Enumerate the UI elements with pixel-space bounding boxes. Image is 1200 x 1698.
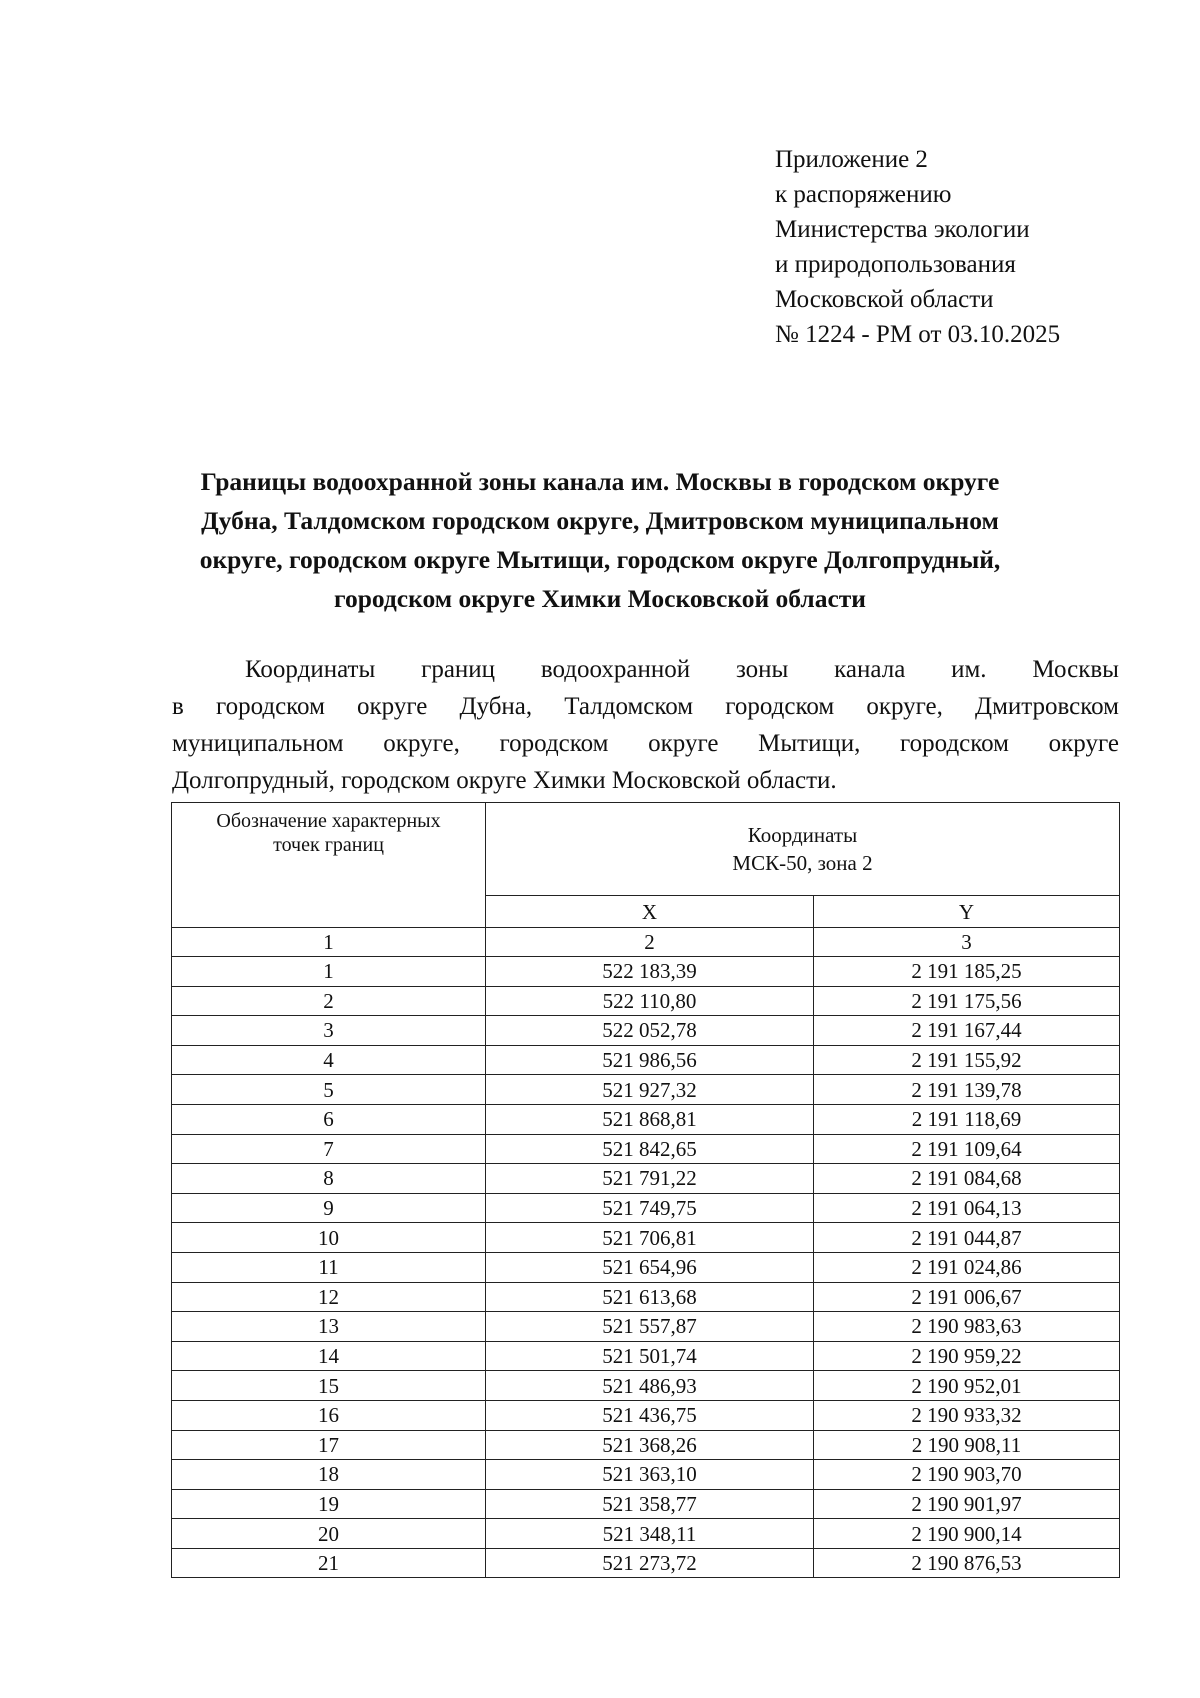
title-line: городском округе Химки Московской области <box>334 584 866 613</box>
intro-word: округе <box>1048 730 1119 757</box>
table-row <box>172 1016 1120 1046</box>
document-title <box>150 462 1050 618</box>
intro-word: Дмитровском <box>975 693 1119 720</box>
point-number-cell: 17 <box>172 1430 486 1460</box>
table-row <box>172 1223 1120 1253</box>
y-coordinate-cell: 2 191 139,78 <box>814 1075 1120 1105</box>
point-number-cell: 3 <box>172 1016 486 1046</box>
header-points-cell <box>172 803 486 928</box>
x-coordinate-cell: 522 110,80 <box>486 986 814 1016</box>
intro-word: округе <box>357 693 428 720</box>
appendix-line: Приложение 2 <box>775 146 928 173</box>
intro-line <box>172 688 1119 725</box>
table-row <box>172 1400 1120 1430</box>
point-number-cell: 20 <box>172 1519 486 1549</box>
y-coordinate-cell: 2 191 118,69 <box>814 1104 1120 1134</box>
y-coordinate-cell: 2 190 933,32 <box>814 1400 1120 1430</box>
intro-line <box>172 762 1119 799</box>
x-coordinate-cell: 521 654,96 <box>486 1252 814 1282</box>
y-coordinate-cell: 2 191 044,87 <box>814 1223 1120 1253</box>
y-coordinate-cell: 2 190 903,70 <box>814 1460 1120 1490</box>
y-coordinate-cell: 2 190 876,53 <box>814 1548 1120 1578</box>
header-coords-cell <box>486 803 1120 896</box>
x-coordinate-cell: 522 052,78 <box>486 1016 814 1046</box>
point-number-cell: 21 <box>172 1548 486 1578</box>
x-coordinate-cell: 521 501,74 <box>486 1341 814 1371</box>
table-row <box>172 986 1120 1016</box>
appendix-line: Министерства экологии <box>775 216 1030 243</box>
y-coordinate-cell: 2 191 024,86 <box>814 1252 1120 1282</box>
column-number: 2 <box>486 928 814 957</box>
title-line: Дубна, Талдомском городском округе, Дмитровском муниципальном <box>201 506 999 535</box>
x-coordinate-cell: 521 842,65 <box>486 1134 814 1164</box>
table-row <box>172 1548 1120 1578</box>
intro-word: канала <box>834 656 906 683</box>
point-number-cell: 15 <box>172 1371 486 1401</box>
x-coordinate-cell: 521 436,75 <box>486 1400 814 1430</box>
intro-word: округе <box>648 730 719 757</box>
y-coordinate-cell: 2 191 185,25 <box>814 957 1120 987</box>
y-coordinate-cell: 2 191 064,13 <box>814 1193 1120 1223</box>
y-coordinate-cell: 2 190 908,11 <box>814 1430 1120 1460</box>
intro-word: Дубна, <box>459 693 533 720</box>
point-number-cell: 5 <box>172 1075 486 1105</box>
column-number-row <box>172 928 1120 957</box>
column-number: 1 <box>172 928 486 957</box>
point-number-cell: 10 <box>172 1223 486 1253</box>
intro-word: городском <box>215 693 325 720</box>
point-number-cell: 1 <box>172 957 486 987</box>
x-coordinate-cell: 521 791,22 <box>486 1164 814 1194</box>
intro-paragraph <box>172 651 1119 799</box>
y-coordinate-cell: 2 191 109,64 <box>814 1134 1120 1164</box>
point-number-cell: 18 <box>172 1460 486 1490</box>
point-number-cell: 14 <box>172 1341 486 1371</box>
table-row <box>172 1519 1120 1549</box>
intro-word: городском <box>725 693 835 720</box>
y-coordinate-cell: 2 191 006,67 <box>814 1282 1120 1312</box>
x-coordinate-cell: 521 358,77 <box>486 1489 814 1519</box>
intro-word: зоны <box>735 656 789 683</box>
y-coordinate-cell: 2 191 167,44 <box>814 1016 1120 1046</box>
title-line: Границы водоохранной зоны канала им. Москвы в городском округе <box>200 467 1000 496</box>
point-number-cell: 12 <box>172 1282 486 1312</box>
appendix-line: к распоряжению <box>775 181 952 208</box>
table-row <box>172 1460 1120 1490</box>
point-number-cell: 4 <box>172 1045 486 1075</box>
x-coordinate-cell: 521 613,68 <box>486 1282 814 1312</box>
table-row <box>172 1430 1120 1460</box>
x-coordinate-cell: 521 348,11 <box>486 1519 814 1549</box>
intro-line <box>172 725 1119 762</box>
table-row <box>172 1252 1120 1282</box>
y-coordinate-cell: 2 190 900,14 <box>814 1519 1120 1549</box>
table-row <box>172 1371 1120 1401</box>
intro-word: муниципальном <box>172 730 344 757</box>
y-coordinate-cell: 2 191 175,56 <box>814 986 1120 1016</box>
appendix-block <box>775 142 1175 352</box>
intro-word: в <box>172 693 184 720</box>
intro-word: водоохранной <box>540 656 691 683</box>
x-coordinate-cell: 521 273,72 <box>486 1548 814 1578</box>
point-number-cell: 19 <box>172 1489 486 1519</box>
y-coordinate-cell: 2 190 901,97 <box>814 1489 1120 1519</box>
intro-word: городском <box>900 730 1009 757</box>
y-coordinate-cell: 2 191 084,68 <box>814 1164 1120 1194</box>
table-row <box>172 1045 1120 1075</box>
intro-word: Москвы <box>1032 656 1119 683</box>
table-row <box>172 1134 1120 1164</box>
x-coordinate-cell: 521 927,32 <box>486 1075 814 1105</box>
point-number-cell: 11 <box>172 1252 486 1282</box>
point-number-cell: 9 <box>172 1193 486 1223</box>
header-x: X <box>486 896 814 928</box>
point-number-cell: 16 <box>172 1400 486 1430</box>
y-coordinate-cell: 2 191 155,92 <box>814 1045 1120 1075</box>
table-row <box>172 1104 1120 1134</box>
table-row <box>172 1489 1120 1519</box>
intro-word: Координаты <box>245 656 376 683</box>
intro-word: округе, <box>866 693 943 720</box>
table-row <box>172 957 1120 987</box>
y-coordinate-cell: 2 190 959,22 <box>814 1341 1120 1371</box>
table-row <box>172 1282 1120 1312</box>
title-line: округе, городском округе Мытищи, городском округе Долгопрудный, <box>199 545 1001 574</box>
point-number-cell: 13 <box>172 1312 486 1342</box>
point-number-cell: 8 <box>172 1164 486 1194</box>
x-coordinate-cell: 521 868,81 <box>486 1104 814 1134</box>
x-coordinate-cell: 521 986,56 <box>486 1045 814 1075</box>
header-coords-line2: МСК-50, зона 2 <box>732 851 873 875</box>
point-number-cell: 7 <box>172 1134 486 1164</box>
column-number: 3 <box>814 928 1120 957</box>
table-row <box>172 1193 1120 1223</box>
x-coordinate-cell: 521 486,93 <box>486 1371 814 1401</box>
x-coordinate-cell: 521 749,75 <box>486 1193 814 1223</box>
appendix-line: и природопользования <box>775 251 1016 278</box>
header-points-line2: точек границ <box>273 834 384 856</box>
intro-word: Долгопрудный, городском округе Химки Московской области. <box>172 767 837 794</box>
intro-word: Талдомском <box>564 693 694 720</box>
intro-word: Мытищи, <box>758 730 861 757</box>
table-row <box>172 1075 1120 1105</box>
intro-word: им. <box>951 656 987 683</box>
table-row <box>172 1312 1120 1342</box>
x-coordinate-cell: 521 706,81 <box>486 1223 814 1253</box>
intro-word: границ <box>421 656 496 683</box>
y-coordinate-cell: 2 190 952,01 <box>814 1371 1120 1401</box>
table-row <box>172 1164 1120 1194</box>
x-coordinate-cell: 521 363,10 <box>486 1460 814 1490</box>
table-row <box>172 1341 1120 1371</box>
x-coordinate-cell: 521 557,87 <box>486 1312 814 1342</box>
x-coordinate-cell: 521 368,26 <box>486 1430 814 1460</box>
appendix-line: Московской области <box>775 286 994 313</box>
intro-word: округе, <box>383 730 460 757</box>
header-coords-line1: Координаты <box>747 823 858 847</box>
header-points-line1: Обозначение характерных <box>216 810 441 832</box>
x-coordinate-cell: 522 183,39 <box>486 957 814 987</box>
header-y: Y <box>814 896 1120 928</box>
point-number-cell: 2 <box>172 986 486 1016</box>
point-number-cell: 6 <box>172 1104 486 1134</box>
intro-word: городском <box>499 730 609 757</box>
intro-line <box>172 651 1119 688</box>
y-coordinate-cell: 2 190 983,63 <box>814 1312 1120 1342</box>
coordinates-table <box>171 802 1120 1578</box>
appendix-line: № 1224 - РМ от 03.10.2025 <box>775 321 1061 348</box>
